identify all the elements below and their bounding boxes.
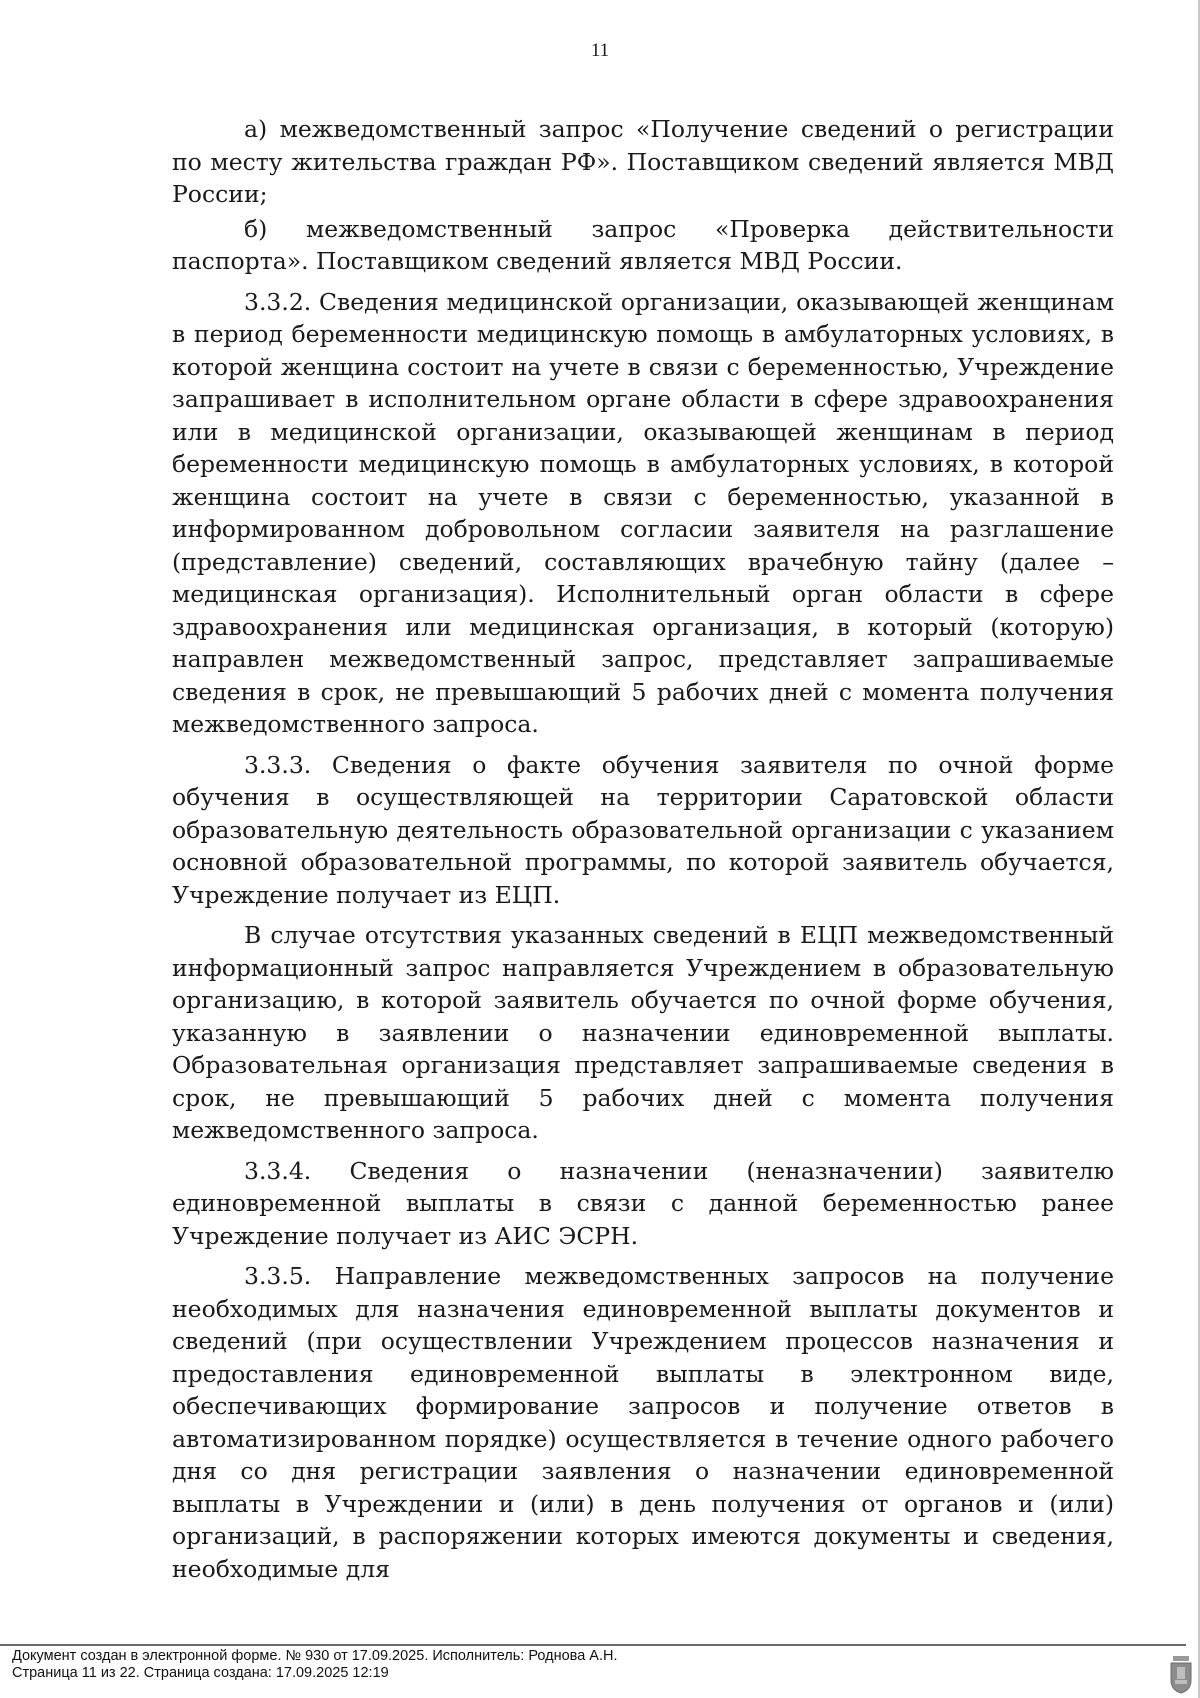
- footer-line-1: Документ создан в электронной форме. № 930 от 17.09.2025. Исполнитель: Роднова А.Н.: [12, 1648, 618, 1664]
- document-footer: [12, 1648, 618, 1682]
- coat-of-arms-icon: [1168, 1654, 1194, 1694]
- footer-divider: [0, 1644, 1186, 1646]
- paragraph-3-3-4: 3.3.4. Сведения о назначении (неназначении) заявителю единовременной выплаты в связи с данной беременностью ранее Учреждение получает из АИС ЭСРН.: [172, 1156, 1114, 1250]
- footer-line-2: Страница 11 из 22. Страница создана: 17.09.2025 12:19: [12, 1665, 389, 1681]
- document-body: [172, 113, 1114, 1593]
- paragraph-a: а) межведомственный запрос «Получение сведений о регистрации по месту жительства граждан РФ». Поставщиком сведений является МВД России;: [172, 115, 1114, 208]
- paragraph-3-3-3: 3.3.3. Сведения о факте обучения заявителя по очной форме обучения в осуществляющей на территории Саратовской области образовательную деятельность образовательной организации с указанием основной образовательной программы, по которой заявитель обучается, Учреждение получает из ЕЦП.: [172, 750, 1114, 909]
- paragraph-3-3-5: 3.3.5. Направление межведомственных запросов на получение необходимых для назначения единовременной выплаты документов и сведений (при осуществлении Учреждением процессов назначения и предоставления единовременной выплаты в электронном виде, обеспечивающих формирование запросов и получение ответов в автоматизированном порядке) осуществляется в течение одного рабочего дня со дня регистрации заявления о назначении единовременной выплаты в Учреждении и (или) в день получения от органов и (или) организаций, в распоряжении которых имеются документы и сведения, необходимые для: [172, 1262, 1114, 1583]
- paragraph-3-3-3-continued: В случае отсутствия указанных сведений в ЕЦП межведомственный информационный запрос направляется Учреждением в образовательную организацию, в которой заявитель обучается по очной форме обучения, указанную в заявлении о назначении единовременной выплаты. Образовательная организация представляет запрашиваемые сведения в срок, не превышающий 5 рабочих дней с момента получения межведомственного запроса.: [172, 921, 1114, 1144]
- paragraph-b: б) межведомственный запрос «Проверка действительности паспорта». Поставщиком сведений является МВД России.: [172, 214, 1114, 275]
- paragraph-3-3-2: 3.3.2. Сведения медицинской организации, оказывающей женщинам в период беременности медицинскую помощь в амбулаторных условиях, в которой женщина состоит на учете в связи с беременностью, Учреждение запрашивает в исполнительном органе области в сфере здравоохранения или в медицинской организации, оказывающей женщинам в период беременности медицинскую помощь в амбулаторных условиях, в которой женщина состоит на учете в связи с беременностью, указанной в информированном добровольном согласии заявителя на разглашение (представление) сведений, составляющих врачебную тайну (далее – медицинская организация). Исполнительный орган области в сфере здравоохранения или медицинская организация, в который (которую) направлен межведомственный запрос, представляет запрашиваемые сведения в срок, не превышающий 5 рабочих дней с момента получения межведомственного запроса.: [172, 287, 1114, 738]
- page-number: 11: [590, 40, 610, 61]
